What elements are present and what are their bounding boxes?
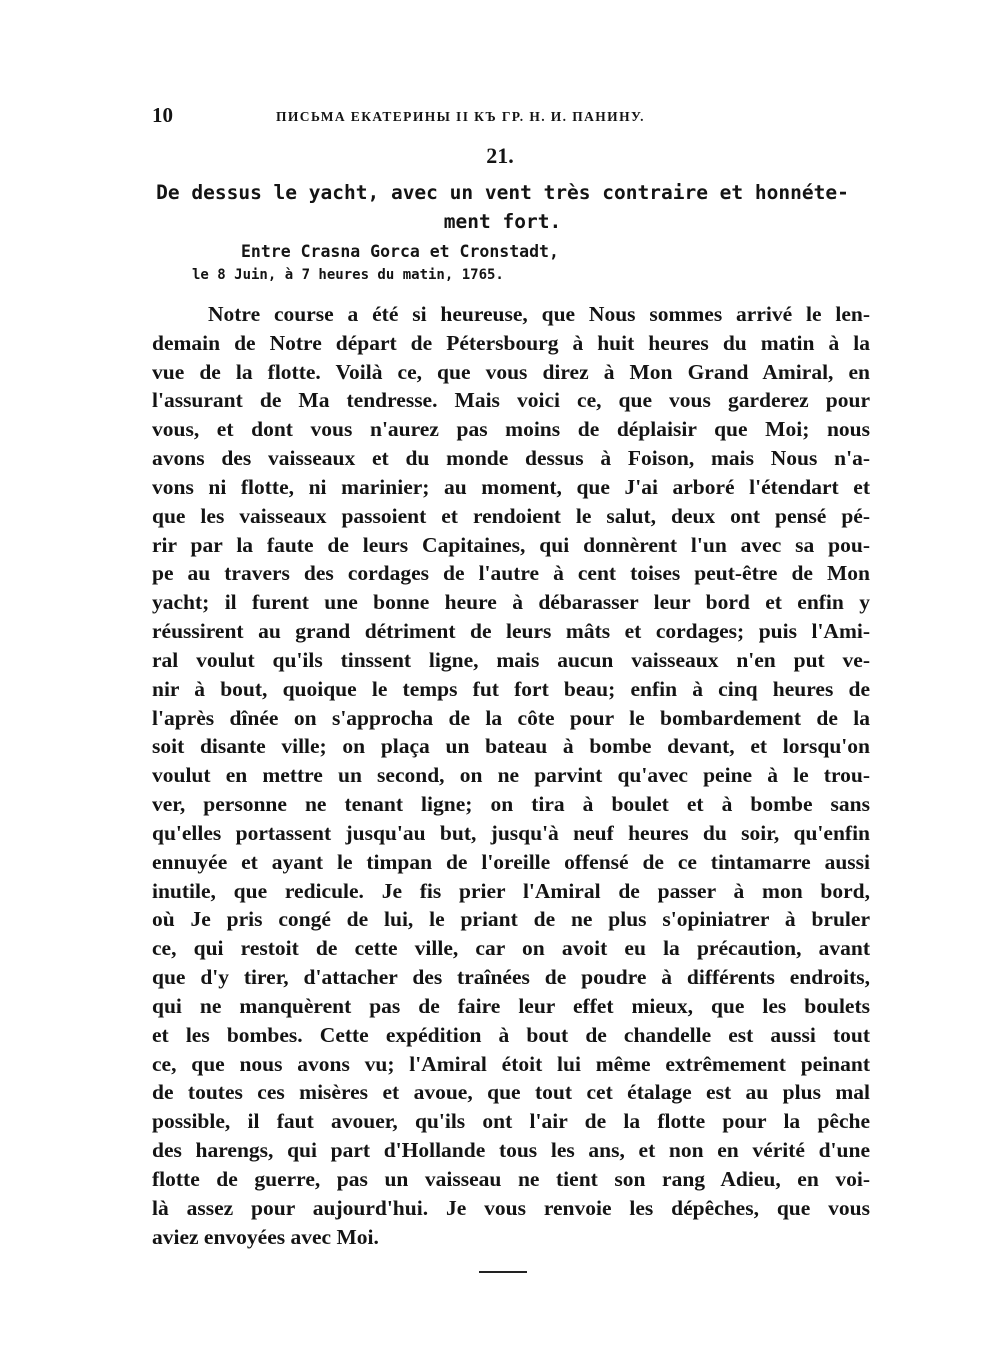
body-line: que les vaisseaux passoient et rendoient le salut, deux ont pensé pé- [152,503,870,528]
body-line: que d'y tirer, d'attacher des traînées de poudre à différents endroits, [152,965,870,990]
running-title: ПИСЬМА ЕКАТЕРИНЫ II КЪ ГР. Н. И. ПАНИНУ. [276,109,645,124]
body-line: de toutes ces misères et avoue, que tout cet étalage est au plus mal [152,1080,870,1105]
body-line: vons ni flotte, ni marinier; au moment, que J'ai arboré l'étendart et [152,474,870,499]
body-line: ennuyée et ayant le timpan de l'oreille offensé de ce tintamarre aussi [152,849,870,874]
body-line: ce, que nous avons vu; l'Amiral étoit lui même extrêmement peinant [152,1051,870,1076]
body-line: aviez envoyées avec Moi. [152,1224,379,1249]
body-line: demain de Notre départ de Pétersbourg à huit heures du matin à la [152,330,870,355]
letter-number: 21. [486,143,514,168]
body-line: où Je pris congé de lui, le priant de ne plus s'opiniatrer à bruler [152,907,870,932]
body-line: l'assurant de Ma tendresse. Mais voici ce, que vous garderez pour [152,388,870,413]
heading-line: ment fort. [443,210,562,233]
body-line: là assez pour aujourd'hui. Je vous renvoie les dépêches, que vous [152,1195,870,1220]
letter-body [152,300,870,1251]
body-line: inutile, que redicule. Je fis prier l'Amiral de passer à mon bord, [152,878,870,903]
body-line: réussirent au grand détriment de leurs mâts et cordages; puis l'Ami- [152,619,870,644]
body-line: avons des vaisseaux et du monde dessus à Foison, mais Nous n'a- [152,446,870,471]
heading-line: De dessus le yacht, avec un vent très contraire et honnéte- [156,181,849,204]
body-line: possible, il faut avouer, qu'ils ont l'air de la flotte pour la pêche [152,1109,870,1134]
body-line: l'après dînée on s'approcha de la côte pour le bombardement de la [152,705,870,730]
body-line: des harengs, qui part d'Hollande tous les ans, et non en vérité d'une [152,1138,870,1163]
running-head [152,103,712,127]
dateline-date: le 8 Juin, à 7 heures du matin, 1765. [192,267,504,283]
letter-heading [150,178,855,236]
body-line: voulut en mettre un second, on ne parvint qu'avec peine à le trou- [152,763,870,788]
body-line: ver, personne ne tenant ligne; on tira à boulet et à bombe sans [152,792,870,817]
body-line: Notre course a été si heureuse, que Nous sommes arrivé le len- [208,302,870,326]
body-line: soit disante ville; on plaça un bateau à bombe devant, et lorsqu'on [152,734,870,759]
body-line: et les bombes. Cette expédition à bout de chandelle est aussi tout [152,1022,870,1047]
body-line: yacht; il furent une bonne heure à débarasser leur bord et enfin y [152,590,870,615]
body-line: pe au travers des cordages de l'autre à cent toises peut-être de Mon [152,561,870,586]
body-line: qui ne manquèrent pas de faire leur effet mieux, que les boulets [152,993,870,1018]
body-line: rir par la faute de leurs Capitaines, qui donnèrent l'un avec sa pou- [152,532,870,557]
body-line: qu'elles portassent jusqu'au but, jusqu'à neuf heures du soir, qu'enfin [152,820,870,845]
dateline [190,240,590,286]
body-line: vue de la flotte. Voilà ce, que vous direz à Mon Grand Amiral, en [152,359,870,384]
body-line: ce, qui restoit de cette ville, car on avoit eu la précaution, avant [152,936,870,961]
body-line: ral voulut qu'ils tinssent ligne, mais aucun vaisseaux n'en put ve- [152,647,870,672]
end-rule [479,1271,527,1273]
page-number: 10 [152,103,173,127]
body-line: flotte de guerre, pas un vaisseau ne tient son rang Adieu, en voi- [152,1166,870,1191]
body-line: vous, et dont vous n'aurez pas moins de déplaisir que Moi; nous [152,417,870,442]
body-line: nir à bout, quoique le temps fut fort beau; enfin à cinq heures de [152,676,870,701]
dateline-place: Entre Crasna Gorca et Cronstadt, [241,242,559,261]
